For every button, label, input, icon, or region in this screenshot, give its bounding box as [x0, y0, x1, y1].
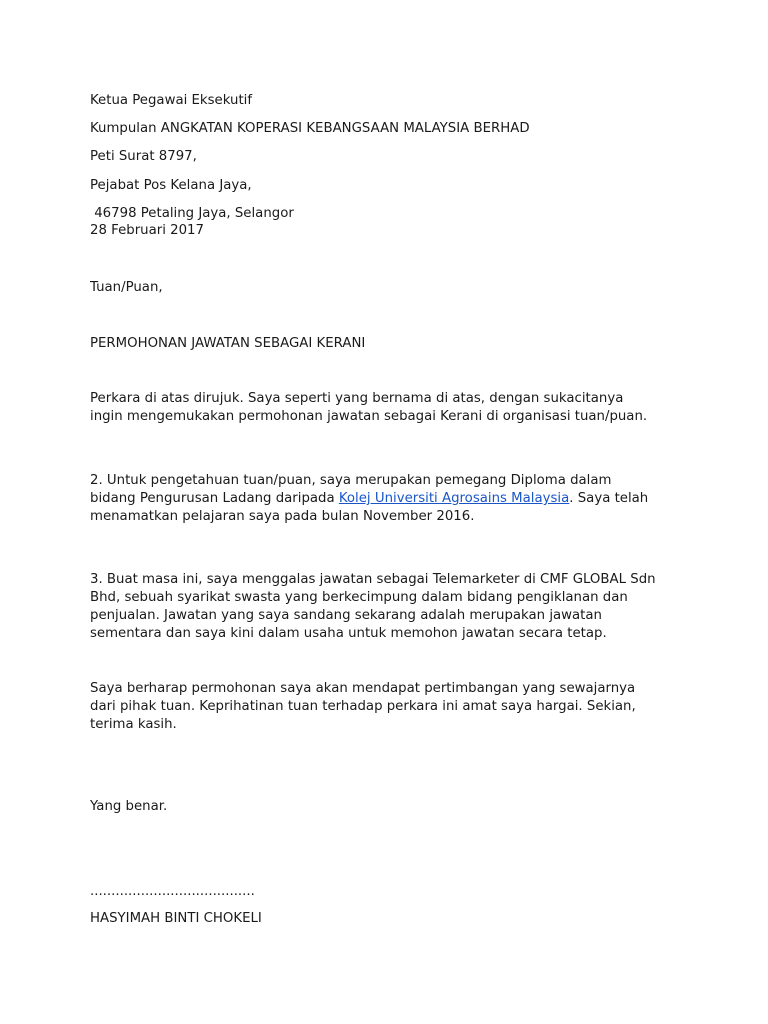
paragraph-2-text-before-link: bidang Pengurusan Ladang daripada [90, 491, 339, 506]
paragraph-2 [90, 472, 690, 526]
letter-subject: PERMOHONAN JAWATAN SEBAGAI KERANI [90, 336, 366, 351]
paragraph-4 [90, 680, 690, 734]
paragraph-2-text-after-link: . Saya telah [569, 491, 649, 506]
paragraph-1-line: Perkara di atas dirujuk. Saya seperti yang bernama di atas, dengan sukacitanya [90, 391, 624, 406]
paragraph-3-line: Bhd, sebuah syarikat swasta yang berkecimpung dalam bidang pengiklanan dan [90, 590, 628, 605]
paragraph-3-line: sementara dan saya kini dalam usaha untuk memohon jawatan secara tetap. [90, 626, 607, 641]
paragraph-4-line: terima kasih. [90, 717, 177, 732]
paragraph-4-line: Saya berharap permohonan saya akan mendapat pertimbangan yang sewajarnya [90, 681, 636, 696]
closing: Yang benar. [90, 799, 168, 814]
paragraph-3 [90, 571, 690, 643]
paragraph-2-line: 2. Untuk pengetahuan tuan/puan, saya merupakan pemegang Diploma dalam [90, 473, 612, 488]
signatory-name: HASYIMAH BINTI CHOKELI [90, 911, 262, 926]
salutation: Tuan/Puan, [90, 280, 163, 295]
recipient-organization: Kumpulan ANGKATAN KOPERASI KEBANGSAAN MALAYSIA BERHAD [90, 121, 530, 136]
paragraph-3-line: 3. Buat masa ini, saya menggalas jawatan sebagai Telemarketer di CMF GLOBAL Sdn [90, 572, 656, 587]
paragraph-3-line: penjualan. Jawatan yang saya sandang sekarang adalah merupakan jawatan [90, 608, 602, 623]
paragraph-2-line: menamatkan pelajaran saya pada bulan November 2016. [90, 509, 475, 524]
po-box: Peti Surat 8797, [90, 149, 197, 164]
post-office: Pejabat Pos Kelana Jaya, [90, 178, 252, 193]
paragraph-2-line [90, 490, 690, 508]
letter-date: 28 Februari 2017 [90, 223, 204, 238]
signature-line: ....................................... [90, 884, 255, 899]
college-link[interactable]: Kolej Universiti Agrosains Malaysia [338, 491, 570, 506]
recipient-title: Ketua Pegawai Eksekutif [90, 93, 253, 108]
paragraph-4-line: dari pihak tuan. Keprihatinan tuan terhadap perkara ini amat saya hargai. Sekian, [90, 699, 636, 714]
paragraph-1-line: ingin mengemukakan permohonan jawatan sebagai Kerani di organisasi tuan/puan. [90, 409, 648, 424]
paragraph-1 [90, 390, 690, 426]
postcode-city: 46798 Petaling Jaya, Selangor [90, 206, 294, 221]
